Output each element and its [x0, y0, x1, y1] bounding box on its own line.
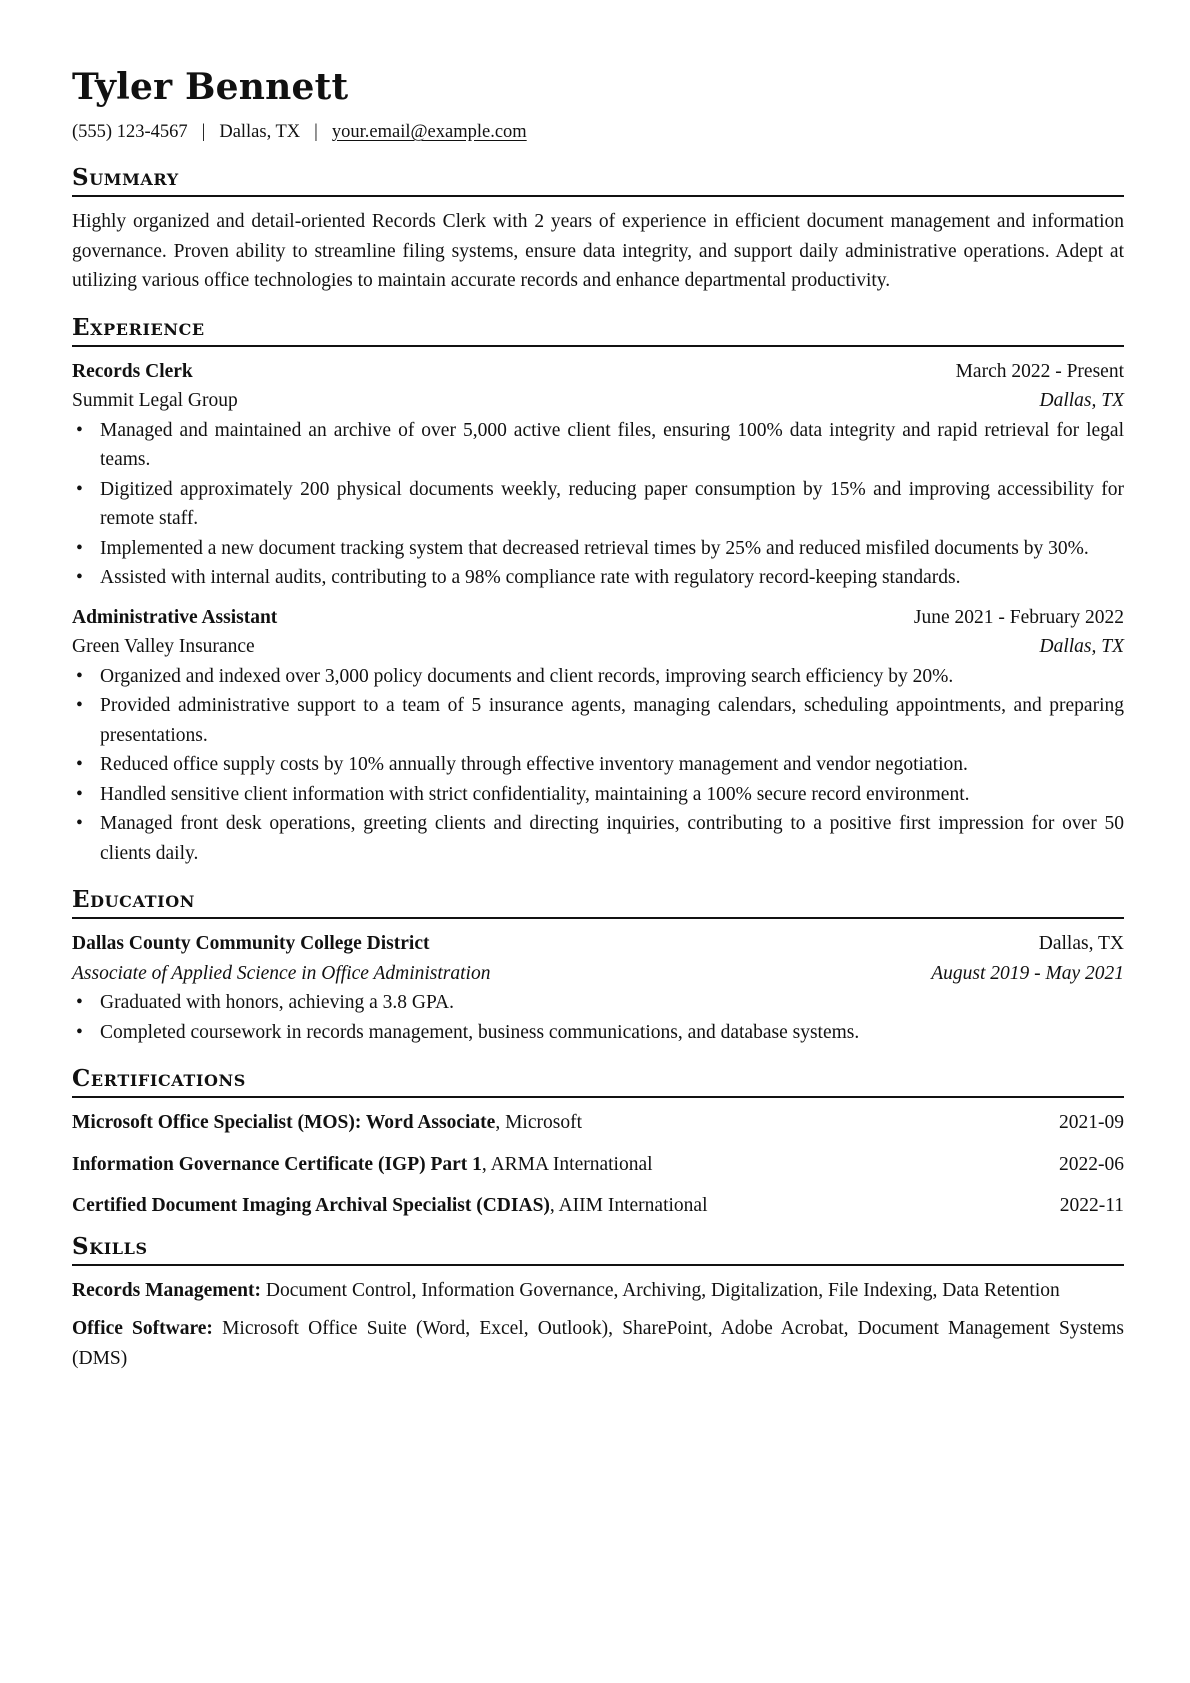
certification-date: 2022-11 [1059, 1195, 1124, 1216]
summary-section [72, 164, 1124, 296]
job-entry [72, 603, 1124, 869]
candidate-name: Tyler Bennett [72, 66, 349, 108]
bullet-item: • Organized and indexed over 3,000 policy documents and client records, improving search efficiency by 20%. [72, 662, 1124, 692]
email-link[interactable]: your.email@example.com [331, 122, 527, 142]
section-title-certifications: Certifications [72, 1065, 1124, 1098]
certification-issuer: , ARMA International [481, 1153, 653, 1175]
resume-header [72, 62, 1124, 146]
school-location: Dallas, TX [1038, 933, 1124, 954]
separator: | [314, 122, 318, 142]
skill-label: Office Software: [72, 1318, 213, 1339]
degree: Associate of Applied Science in Office Administration [72, 962, 491, 984]
section-title-education: Education [72, 886, 1124, 919]
location: Dallas, TX [219, 122, 301, 142]
job-dates: June 2021 - February 2022 [913, 606, 1124, 628]
bullet-item: • Completed coursework in records management, business communications, and database systems. [72, 1018, 1124, 1048]
skill-item [72, 1276, 1124, 1306]
job-entry [72, 357, 1124, 593]
bullet-item: • Graduated with honors, achieving a 3.8 GPA. [72, 988, 1124, 1018]
certification-name: Microsoft Office Specialist (MOS): Word Associate [72, 1112, 496, 1133]
certification-name: Certified Document Imaging Archival Specialist (CDIAS) [72, 1195, 550, 1216]
skill-label: Records Management: [72, 1279, 261, 1301]
certification-issuer: , Microsoft [495, 1112, 582, 1133]
certification-item [72, 1150, 1124, 1180]
education-dates: August 2019 - May 2021 [931, 962, 1124, 984]
school-name: Dallas County Community College District [72, 933, 430, 954]
job-bullets [72, 662, 1124, 869]
bullet-item: • Managed front desk operations, greeting clients and directing inquiries, contributing to a positive first impression for over 50 clients daily. [72, 809, 1124, 868]
education-bullets [72, 988, 1124, 1047]
job-bullets [72, 416, 1124, 593]
resume-page [72, 62, 1124, 1382]
skill-item [72, 1314, 1124, 1373]
phone: (555) 123-4567 [72, 122, 188, 142]
job-company: Summit Legal Group [72, 390, 238, 411]
job-company: Green Valley Insurance [72, 636, 255, 657]
certification-name: Information Governance Certificate (IGP) Part 1 [72, 1153, 482, 1175]
section-title-skills: Skills [72, 1233, 1124, 1266]
bullet-item: • Managed and maintained an archive of over 5,000 active client files, ensuring 100% data integrity and rapid retrieval for legal teams. [72, 416, 1124, 475]
bullet-item: • Implemented a new document tracking system that decreased retrieval times by 25% and reduced misfiled documents by 30%. [72, 534, 1124, 564]
separator: | [201, 122, 206, 142]
section-title-experience: Experience [72, 314, 1124, 347]
education-section [72, 886, 1124, 1047]
bullet-item: • Provided administrative support to a team of 5 insurance agents, managing calendars, scheduling appointments, and preparing presentations. [72, 691, 1124, 750]
job-role: Administrative Assistant [72, 606, 278, 628]
certification-item [72, 1108, 1124, 1138]
certification-date: 2022-06 [1059, 1153, 1124, 1175]
bullet-item: • Digitized approximately 200 physical documents weekly, reducing paper consumption by 15% and improving accessibility for remote staff. [72, 475, 1124, 534]
section-title-summary: Summary [72, 164, 1124, 197]
job-role: Records Clerk [72, 360, 193, 382]
certifications-section [72, 1065, 1124, 1221]
bullet-item: • Assisted with internal audits, contributing to a 98% compliance rate with regulatory record-keeping standards. [72, 563, 1124, 593]
experience-section [72, 314, 1124, 869]
job-dates: March 2022 - Present [955, 360, 1124, 382]
skills-section [72, 1233, 1124, 1374]
contact-line [72, 118, 1124, 146]
certification-issuer: , AIIM International [549, 1195, 708, 1216]
bullet-item: • Handled sensitive client information with strict confidentiality, maintaining a 100% secure record environment. [72, 780, 1124, 810]
skill-value: Microsoft Office Suite (Word, Excel, Outlook), SharePoint, Adobe Acrobat, Document Management Systems (DMS) [72, 1318, 1124, 1369]
job-location: Dallas, TX [1039, 636, 1124, 657]
certification-date: 2021-09 [1059, 1112, 1124, 1133]
job-location: Dallas, TX [1039, 390, 1124, 411]
summary-text: Highly organized and detail-oriented Records Clerk with 2 years of experience in efficient document management and information governance. Proven ability to streamline filing systems, ensure data integrity, and support daily administrative operations. Adept at utilizing various office technologies to maintain accurate records and enhance departmental productivity. [72, 211, 1124, 291]
certification-item [72, 1191, 1124, 1221]
skill-value: Document Control, Information Governance, Archiving, Digitalization, File Indexing, Data Retention [261, 1279, 1060, 1301]
bullet-item: • Reduced office supply costs by 10% annually through effective inventory management and vendor negotiation. [72, 750, 1124, 780]
